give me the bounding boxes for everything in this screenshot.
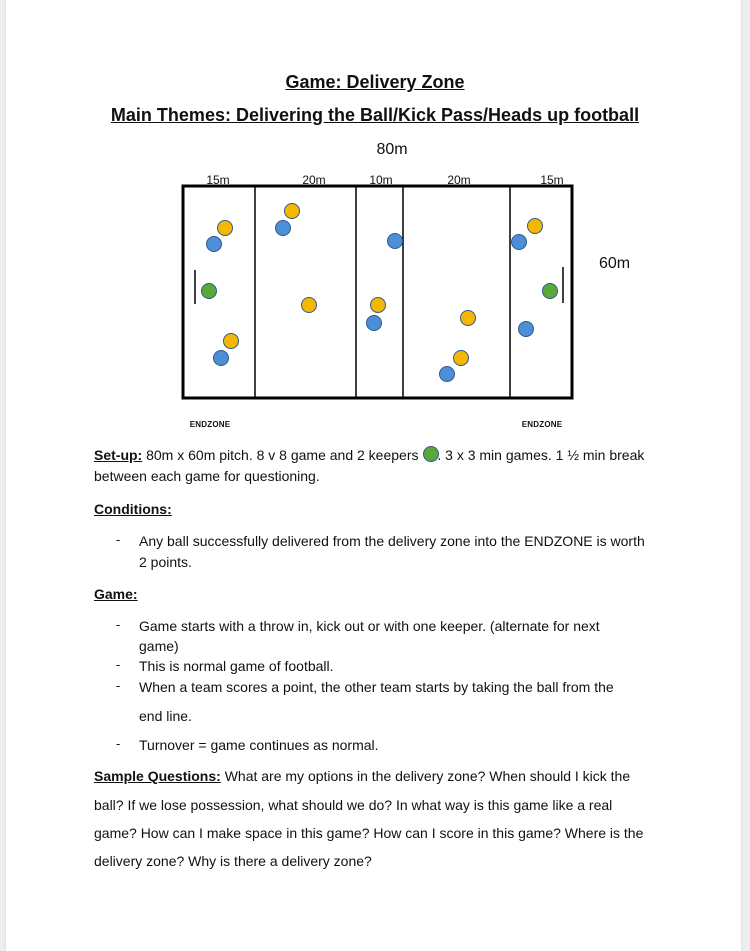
document-subtitle: Main Themes: Delivering the Ball/Kick Pass/Heads up football (110, 105, 640, 125)
player-blue (519, 322, 534, 337)
conditions-heading: Conditions: (94, 501, 172, 517)
game-item-3-line-2: end line. (139, 708, 192, 724)
game-heading: Game: (94, 586, 138, 602)
zone-label-4: 20m (447, 173, 471, 187)
bullet-dash: - (116, 657, 121, 672)
player-blue (207, 237, 222, 252)
bullet-dash: - (116, 736, 121, 751)
setup-text: 80m x 60m pitch. 8 v 8 game and 2 keepers (142, 447, 423, 463)
pitch-width-label: 80m (376, 141, 408, 158)
bullet-dash: - (116, 617, 121, 632)
setup-label: Set-up: (94, 447, 143, 463)
pitch-boundary (183, 186, 572, 398)
player-blue (214, 351, 229, 366)
player-yellow (371, 298, 386, 313)
game-item-3-line-1: When a team scores a point, the other team starts by taking the ball from the (139, 679, 614, 695)
questions-line-1 (94, 766, 630, 787)
player-blue (276, 221, 291, 236)
player-yellow (528, 219, 543, 234)
zone-label-2: 20m (302, 173, 326, 187)
player-yellow (461, 311, 476, 326)
player-blue (367, 316, 382, 331)
player-yellow (218, 221, 233, 236)
game-item-2: This is normal game of football. (139, 658, 334, 674)
endzone-right-label: ENDZONE (521, 420, 563, 429)
game-item-1-line-2: game) (139, 638, 179, 654)
player-yellow (302, 298, 317, 313)
questions-line-4: delivery zone? Why is there a delivery zone? (94, 853, 372, 869)
condition-item-line-1: Any ball successfully delivered from the delivery zone into the ENDZONE is worth (139, 533, 645, 549)
condition-item-line-2: 2 points. (139, 554, 192, 570)
game-item-4: Turnover = game continues as normal. (139, 737, 379, 753)
questions-line-3: game? How can I make space in this game? How can I score in this game? Where is the (94, 825, 644, 841)
zone-label-3: 10m (369, 173, 393, 187)
bullet-dash: - (116, 678, 121, 693)
questions-line-2: ball? If we lose possession, what should we do? In what way is this game like a real (94, 797, 613, 813)
endzone-left-label: ENDZONE (189, 420, 231, 429)
keeper-green (202, 284, 217, 299)
questions-text-1: What are my options in the delivery zone? When should I kick the (220, 768, 631, 784)
bullet-dash: - (116, 532, 121, 547)
game-item-1-line-1: Game starts with a throw in, kick out or with one keeper. (alternate for next (139, 618, 600, 634)
zone-label-5: 15m (540, 173, 564, 187)
document-title: Game: Delivery Zone (285, 72, 465, 92)
setup-line-1 (94, 445, 644, 466)
player-blue (388, 234, 403, 249)
keeper-green (543, 284, 558, 299)
zone-label-1: 15m (206, 173, 230, 187)
player-blue (440, 367, 455, 382)
player-yellow (454, 351, 469, 366)
setup-line-2: between each game for questioning. (94, 468, 320, 484)
questions-label: Sample Questions: (94, 768, 221, 784)
setup-text-after: . 3 x 3 min games. 1 ½ min break (437, 447, 645, 463)
player-yellow (285, 204, 300, 219)
document-page (6, 0, 741, 951)
pitch-height-label: 60m (599, 255, 631, 272)
player-yellow (224, 334, 239, 349)
player-blue (512, 235, 527, 250)
